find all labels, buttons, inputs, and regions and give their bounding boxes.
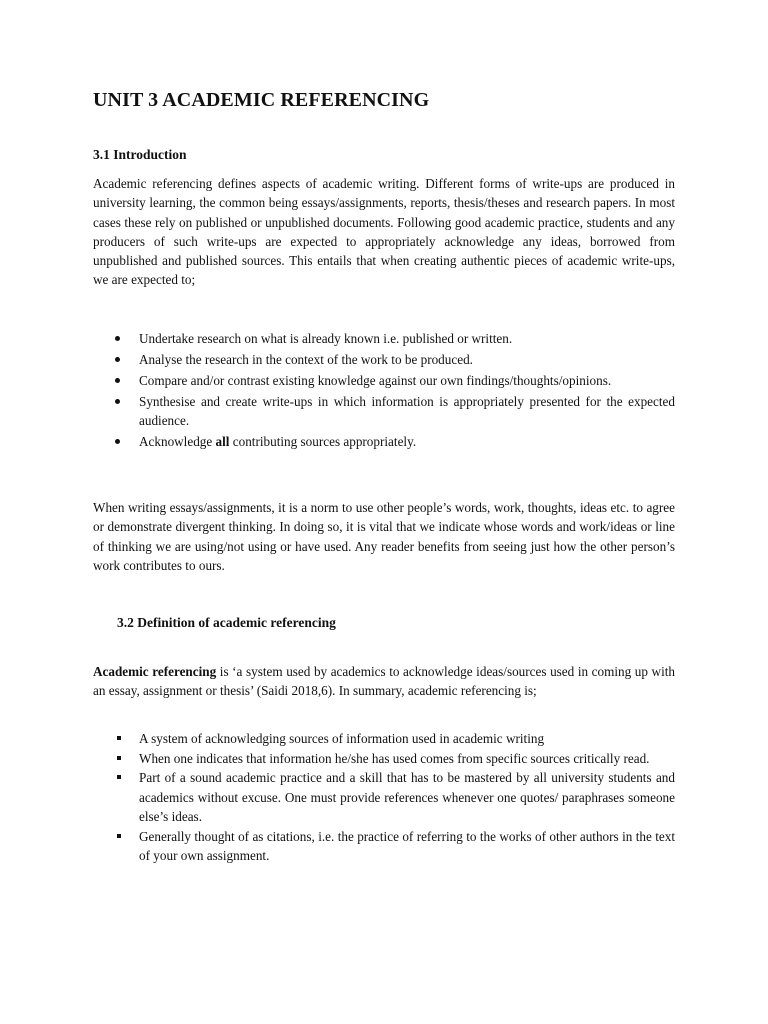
- definition-text: is ‘a system used by academics to acknowledge ideas/sources used in coming up with an essay, assignment or thesis’ (Saidi 2018,6). In summary, academic referencing is;: [93, 664, 675, 699]
- intro-paragraph: Academic referencing defines aspects of academic writing. Different forms of write-ups are produced in university learning, the common being essays/assignments, reports, thesis/theses and research papers. In most cases these rely on published or unpublished documents. Following good academic practice, students and any producers of such write-ups are expected to appropriately acknowledge any ideas, borrowed from unpublished and published sources. This entails that when creating authentic pieces of academic write-ups, we are expected to;: [93, 176, 675, 288]
- bullet-square-icon: [117, 834, 121, 838]
- list-item-text: Part of a sound academic practice and a skill that has to be mastered by all university students and academics without excuse. One must provide references whenever one quotes/ paraphrases someone else’s ideas.: [139, 770, 675, 824]
- referencing-summary-list: [93, 729, 675, 866]
- list-item-text: Synthesise and create write-ups in which information is appropriately presented for the expected audience.: [139, 393, 675, 428]
- list-item-text-after: contributing sources appropriately.: [229, 433, 417, 449]
- research-steps-list: [93, 329, 675, 453]
- bullet-square-icon: [117, 736, 121, 740]
- list-item-text: When one indicates that information he/she has used comes from specific sources critically read.: [139, 750, 650, 766]
- bullet-square-icon: [117, 775, 121, 779]
- page-title: UNIT 3 ACADEMIC REFERENCING: [93, 89, 430, 111]
- list-item: [93, 371, 675, 390]
- section-heading-definition: 3.2 Definition of academic referencing: [117, 615, 336, 630]
- list-item-text: A system of acknowledging sources of information used in academic writing: [139, 731, 545, 746]
- bullet-dot-icon: [115, 357, 120, 362]
- essay-writing-paragraph: When writing essays/assignments, it is a norm to use other people’s words, work, thoughts, ideas etc. to agree or demonstrate divergent thinking. In doing so, it is vital that we indicate whose words and work/ideas or line of thinking we are using/not using or have used. Any reader benefits from seeing just how the other person’s work contributes to ours.: [93, 500, 675, 573]
- list-item: [93, 827, 675, 866]
- list-item: [93, 392, 675, 431]
- list-item-text: Analyse the research in the context of the work to be produced.: [139, 351, 473, 367]
- definition-paragraph: [93, 662, 675, 701]
- list-item: [93, 329, 675, 348]
- bullet-dot-icon: [115, 399, 120, 404]
- definition-term: Academic referencing: [93, 664, 217, 679]
- list-item: [93, 729, 675, 748]
- emphasis-all: all: [215, 433, 230, 449]
- list-item: [93, 768, 675, 826]
- list-item: [93, 350, 675, 369]
- list-item: [93, 432, 675, 451]
- bullet-dot-icon: [115, 336, 120, 341]
- list-item-text: Undertake research on what is already known i.e. published or written.: [139, 331, 513, 346]
- list-item-text: Compare and/or contrast existing knowledge against our own findings/thoughts/opinions.: [139, 372, 612, 388]
- list-item-text-before: Acknowledge: [139, 433, 216, 449]
- bullet-dot-icon: [115, 439, 120, 444]
- bullet-square-icon: [117, 756, 121, 760]
- section-heading-introduction: 3.1 Introduction: [93, 147, 187, 162]
- bullet-dot-icon: [115, 378, 120, 383]
- list-item-text: Generally thought of as citations, i.e. the practice of referring to the works of other authors in the text of your own assignment.: [139, 828, 675, 863]
- list-item: [93, 749, 675, 768]
